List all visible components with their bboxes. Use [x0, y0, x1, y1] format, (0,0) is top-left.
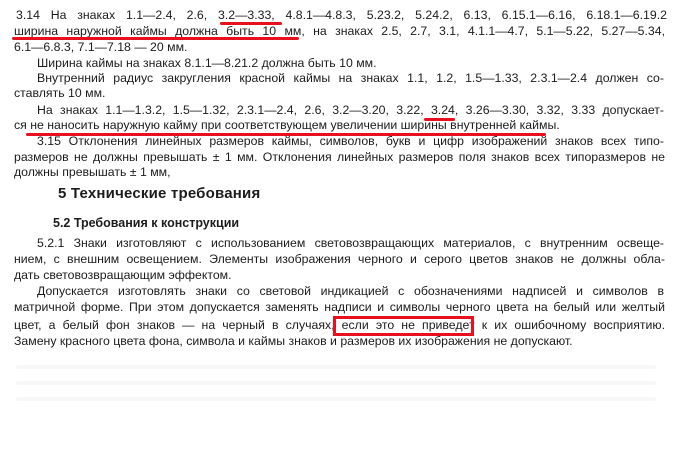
para-outer-border-line-1: На знаках 1.1—1.3.2, 1.5—1.32, 2.3.1—2.4, 2.6, 3.2—3.20, 3.22, 3.24, 3.26—3.30, 3.32, 3.33 допускает-: [37, 103, 664, 117]
red-underline-3-24: [424, 118, 455, 121]
red-box-if-not-misperception: [333, 316, 474, 336]
para-5-2-1-line-1: 5.2.1 Знаки изготовляют с использованием световозвращающих материалов, с внутренним освеще-: [37, 236, 664, 250]
para-signal-line-2: матричной форме. При этом допускается заменять надписи и символы черного цвета на белый или желтый: [14, 300, 665, 314]
red-underline-3-2-3-33: [220, 22, 282, 25]
red-underline-border-width-10mm: [12, 37, 299, 40]
subsection-heading: 5.2 Требования к конструкции: [53, 216, 240, 230]
faded-text-line: [16, 365, 656, 369]
para-radius-line-2: ставлять 10 мм.: [14, 86, 106, 100]
faded-text-line: [16, 381, 656, 385]
para-radius-line-1: Внутренний радиус закругления красной каймы на знаках 1.1, 1.2, 1.5—1.33, 2.3.1—2.4 должен со-: [37, 71, 664, 85]
red-underline-no-outer-border: [26, 133, 546, 136]
para-5-2-1-line-2: нием, с внешним освещением. Элементы изображения черного и серого цветов знаков не должны обла-: [14, 252, 665, 266]
para-signal-line-1: Допускается изготовлять знаки со световой индикацией с обозначениями надписей и символов в: [37, 284, 664, 298]
para-width-8: Ширина каймы на знаках 8.1.1—8.21.2 должна быть 10 мм.: [37, 56, 377, 70]
para-3-15-line-2: размеров не должны превышать ± 1 мм. Отклонения линейных размеров поля знаков всех типоразмеров не: [14, 150, 665, 164]
para-outer-border-line-2: ся не наносить наружную кайму при соответствующем увеличении ширины внутренней каймы.: [14, 118, 560, 132]
para-3-14-line-1: 3.14 На знаках 1.1—2.4, 2.6, 3.2—3.33, 4.8.1—4.8.3, 5.23.2, 5.24.2, 6.13, 6.15.1—6.16, 6.18.1—6.19.2: [16, 8, 667, 22]
para-3-14-line-2: ширина наружной каймы должна быть 10 мм, на знаках 2.5, 2.7, 3.1, 4.1.1—4.7, 5.1—5.22, 5.27—5.34,: [14, 24, 665, 38]
para-3-15-line-3: должны превышать ± 1 мм,: [14, 165, 171, 179]
faded-text-line: [16, 397, 656, 401]
para-signal-line-3: цвет, а белый фон знаков — на черный в случаях, если это не приведет к их ошибочному восприятию.: [14, 318, 665, 332]
para-5-2-1-line-3: дать световозвращающим эффектом.: [14, 268, 232, 282]
section-heading: 5 Технические требования: [58, 185, 261, 202]
para-3-15-line-1: 3.15 Отклонения линейных размеров каймы, символов, букв и цифр изображений знаков всех типо-: [37, 134, 664, 148]
para-3-14-line-3: 6.1—6.8.3, 7.1—7.18 — 20 мм.: [14, 40, 188, 54]
para-signal-line-4: Замену красного цвета фона, символа и каймы знаков и размеров их изображения не допускают.: [14, 334, 573, 348]
